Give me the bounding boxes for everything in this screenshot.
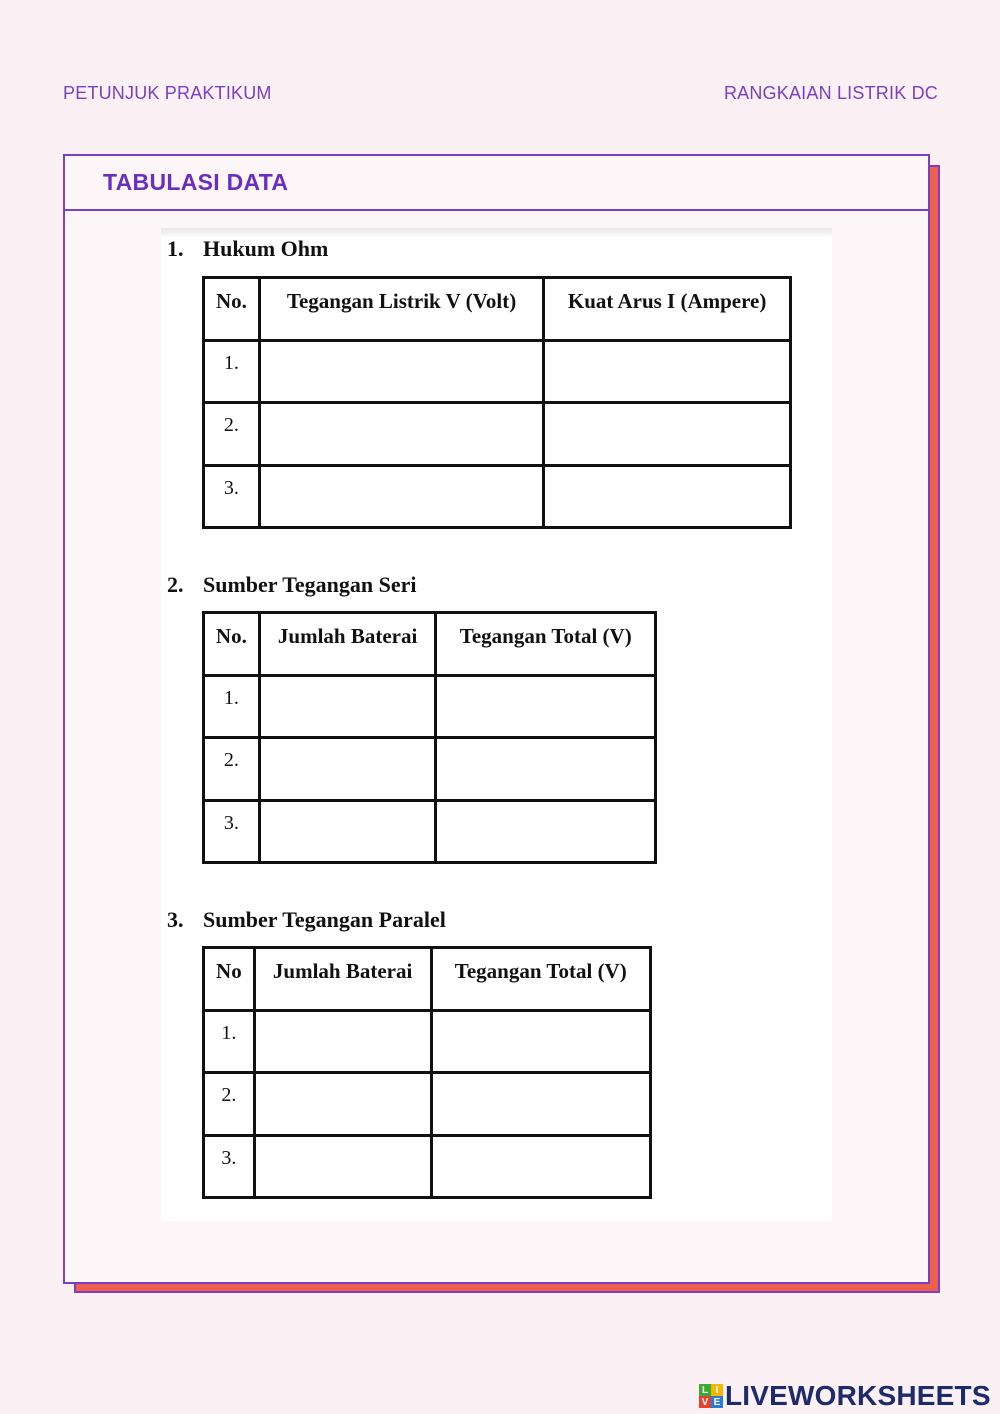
section-label: Hukum Ohm: [203, 236, 329, 261]
row-number: 1.: [204, 1010, 255, 1073]
section-title-hukum-ohm: [167, 236, 328, 262]
logo-letter: L: [699, 1384, 711, 1396]
input-cell-battery-count[interactable]: [254, 1010, 431, 1073]
table-row: [204, 1010, 651, 1073]
row-number: 3.: [204, 465, 260, 528]
input-cell-voltage[interactable]: [259, 403, 543, 466]
column-header: Tegangan Total (V): [436, 613, 656, 676]
brand-name: LIVEWORKSHEETS: [725, 1380, 991, 1411]
table-tegangan-seri: [202, 611, 657, 864]
card-title: TABULASI DATA: [103, 169, 289, 195]
row-number: 2.: [204, 403, 260, 466]
input-cell-total-voltage[interactable]: [436, 675, 656, 738]
input-cell-total-voltage[interactable]: [431, 1135, 651, 1198]
section-label: Sumber Tegangan Seri: [203, 572, 417, 597]
column-header: No.: [204, 613, 260, 676]
input-cell-current[interactable]: [544, 465, 791, 528]
scanned-tables: [161, 228, 832, 1221]
logo-letter: I: [711, 1384, 723, 1396]
table-row: [204, 403, 791, 466]
card-header: [65, 156, 928, 211]
header-right-title: RANGKAIAN LISTRIK DC: [723, 83, 938, 103]
table-row: [204, 675, 656, 738]
table-row: [204, 738, 656, 801]
row-number: 1.: [204, 340, 260, 403]
section-title-paralel: [167, 907, 446, 933]
column-header: No: [204, 948, 255, 1011]
row-number: 2.: [204, 738, 260, 801]
table-row: [204, 800, 656, 863]
table-row: [204, 465, 791, 528]
input-cell-current[interactable]: [544, 403, 791, 466]
input-cell-total-voltage[interactable]: [436, 800, 656, 863]
column-header: No.: [204, 278, 260, 341]
input-cell-current[interactable]: [544, 340, 791, 403]
column-header: Jumlah Baterai: [259, 613, 436, 676]
table-row: [204, 1135, 651, 1198]
section-title-seri: [167, 572, 417, 598]
input-cell-battery-count[interactable]: [254, 1135, 431, 1198]
input-cell-total-voltage[interactable]: [431, 1010, 651, 1073]
liveworksheets-footer: [699, 1380, 991, 1412]
input-cell-voltage[interactable]: [259, 465, 543, 528]
row-number: 2.: [204, 1073, 255, 1136]
input-cell-battery-count[interactable]: [259, 800, 436, 863]
section-number: 3.: [167, 907, 184, 932]
input-cell-battery-count[interactable]: [254, 1073, 431, 1136]
input-cell-voltage[interactable]: [259, 340, 543, 403]
table-header-row: [204, 278, 791, 341]
liveworksheets-logo-icon: [699, 1384, 723, 1408]
table-row: [204, 1073, 651, 1136]
column-header: Tegangan Total (V): [431, 948, 651, 1011]
row-number: 3.: [204, 800, 260, 863]
column-header: Jumlah Baterai: [254, 948, 431, 1011]
section-label: Sumber Tegangan Paralel: [203, 907, 446, 932]
section-number: 2.: [167, 572, 184, 597]
table-tegangan-paralel: [202, 946, 652, 1199]
input-cell-total-voltage[interactable]: [436, 738, 656, 801]
table-row: [204, 340, 791, 403]
table-hukum-ohm: [202, 276, 792, 529]
header-left-title: PETUNJUK PRAKTIKUM: [63, 83, 272, 103]
column-header: Tegangan Listrik V (Volt): [259, 278, 543, 341]
row-number: 1.: [204, 675, 260, 738]
table-header-row: [204, 948, 651, 1011]
logo-letter: V: [699, 1396, 711, 1408]
column-header: Kuat Arus I (Ampere): [544, 278, 791, 341]
logo-letter: E: [711, 1396, 723, 1408]
row-number: 3.: [204, 1135, 255, 1198]
input-cell-total-voltage[interactable]: [431, 1073, 651, 1136]
section-number: 1.: [167, 236, 184, 261]
input-cell-battery-count[interactable]: [259, 738, 436, 801]
input-cell-battery-count[interactable]: [259, 675, 436, 738]
table-header-row: [204, 613, 656, 676]
